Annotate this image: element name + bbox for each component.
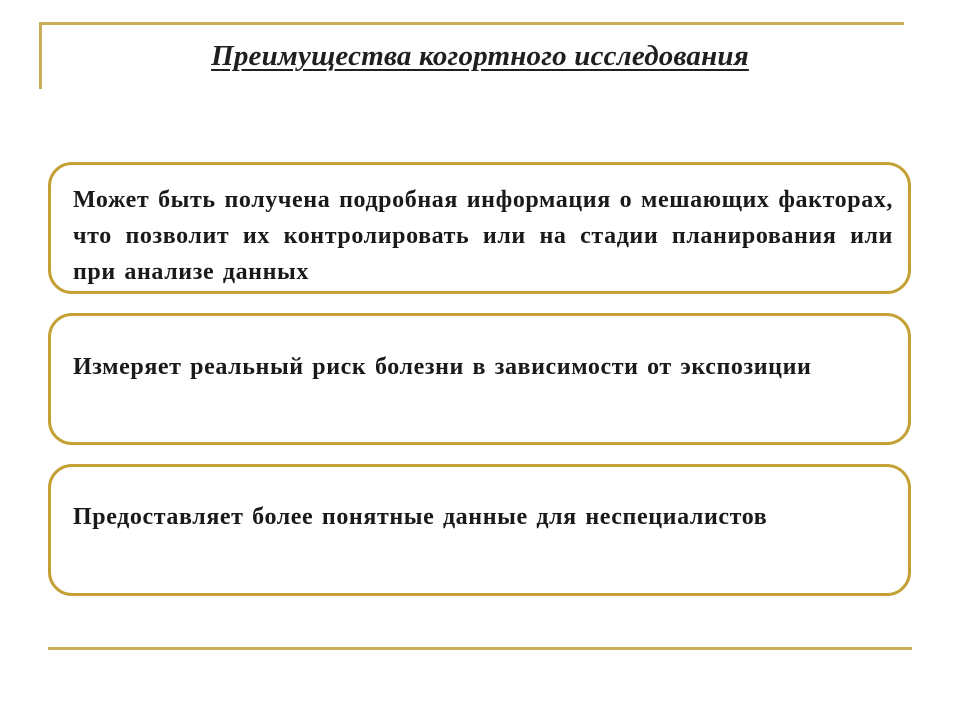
advantage-box-1 [48, 162, 911, 294]
advantage-text-1: Может быть получена подробная информация о мешающих факторах, что позволит их контролировать или на стадии планирования или при анализе данных [73, 187, 893, 285]
advantage-text-3: Предоставляет более понятные данные для неспециалистов [73, 504, 768, 530]
advantage-box-2 [48, 313, 911, 445]
frame-bottom-line [48, 647, 912, 650]
advantage-text-2: Измеряет реальный риск болезни в зависимости от экспозиции [73, 354, 812, 380]
slide-title: Преимущества когортного исследования [211, 40, 749, 72]
advantage-box-3 [48, 464, 911, 596]
frame-top-line [40, 22, 904, 25]
